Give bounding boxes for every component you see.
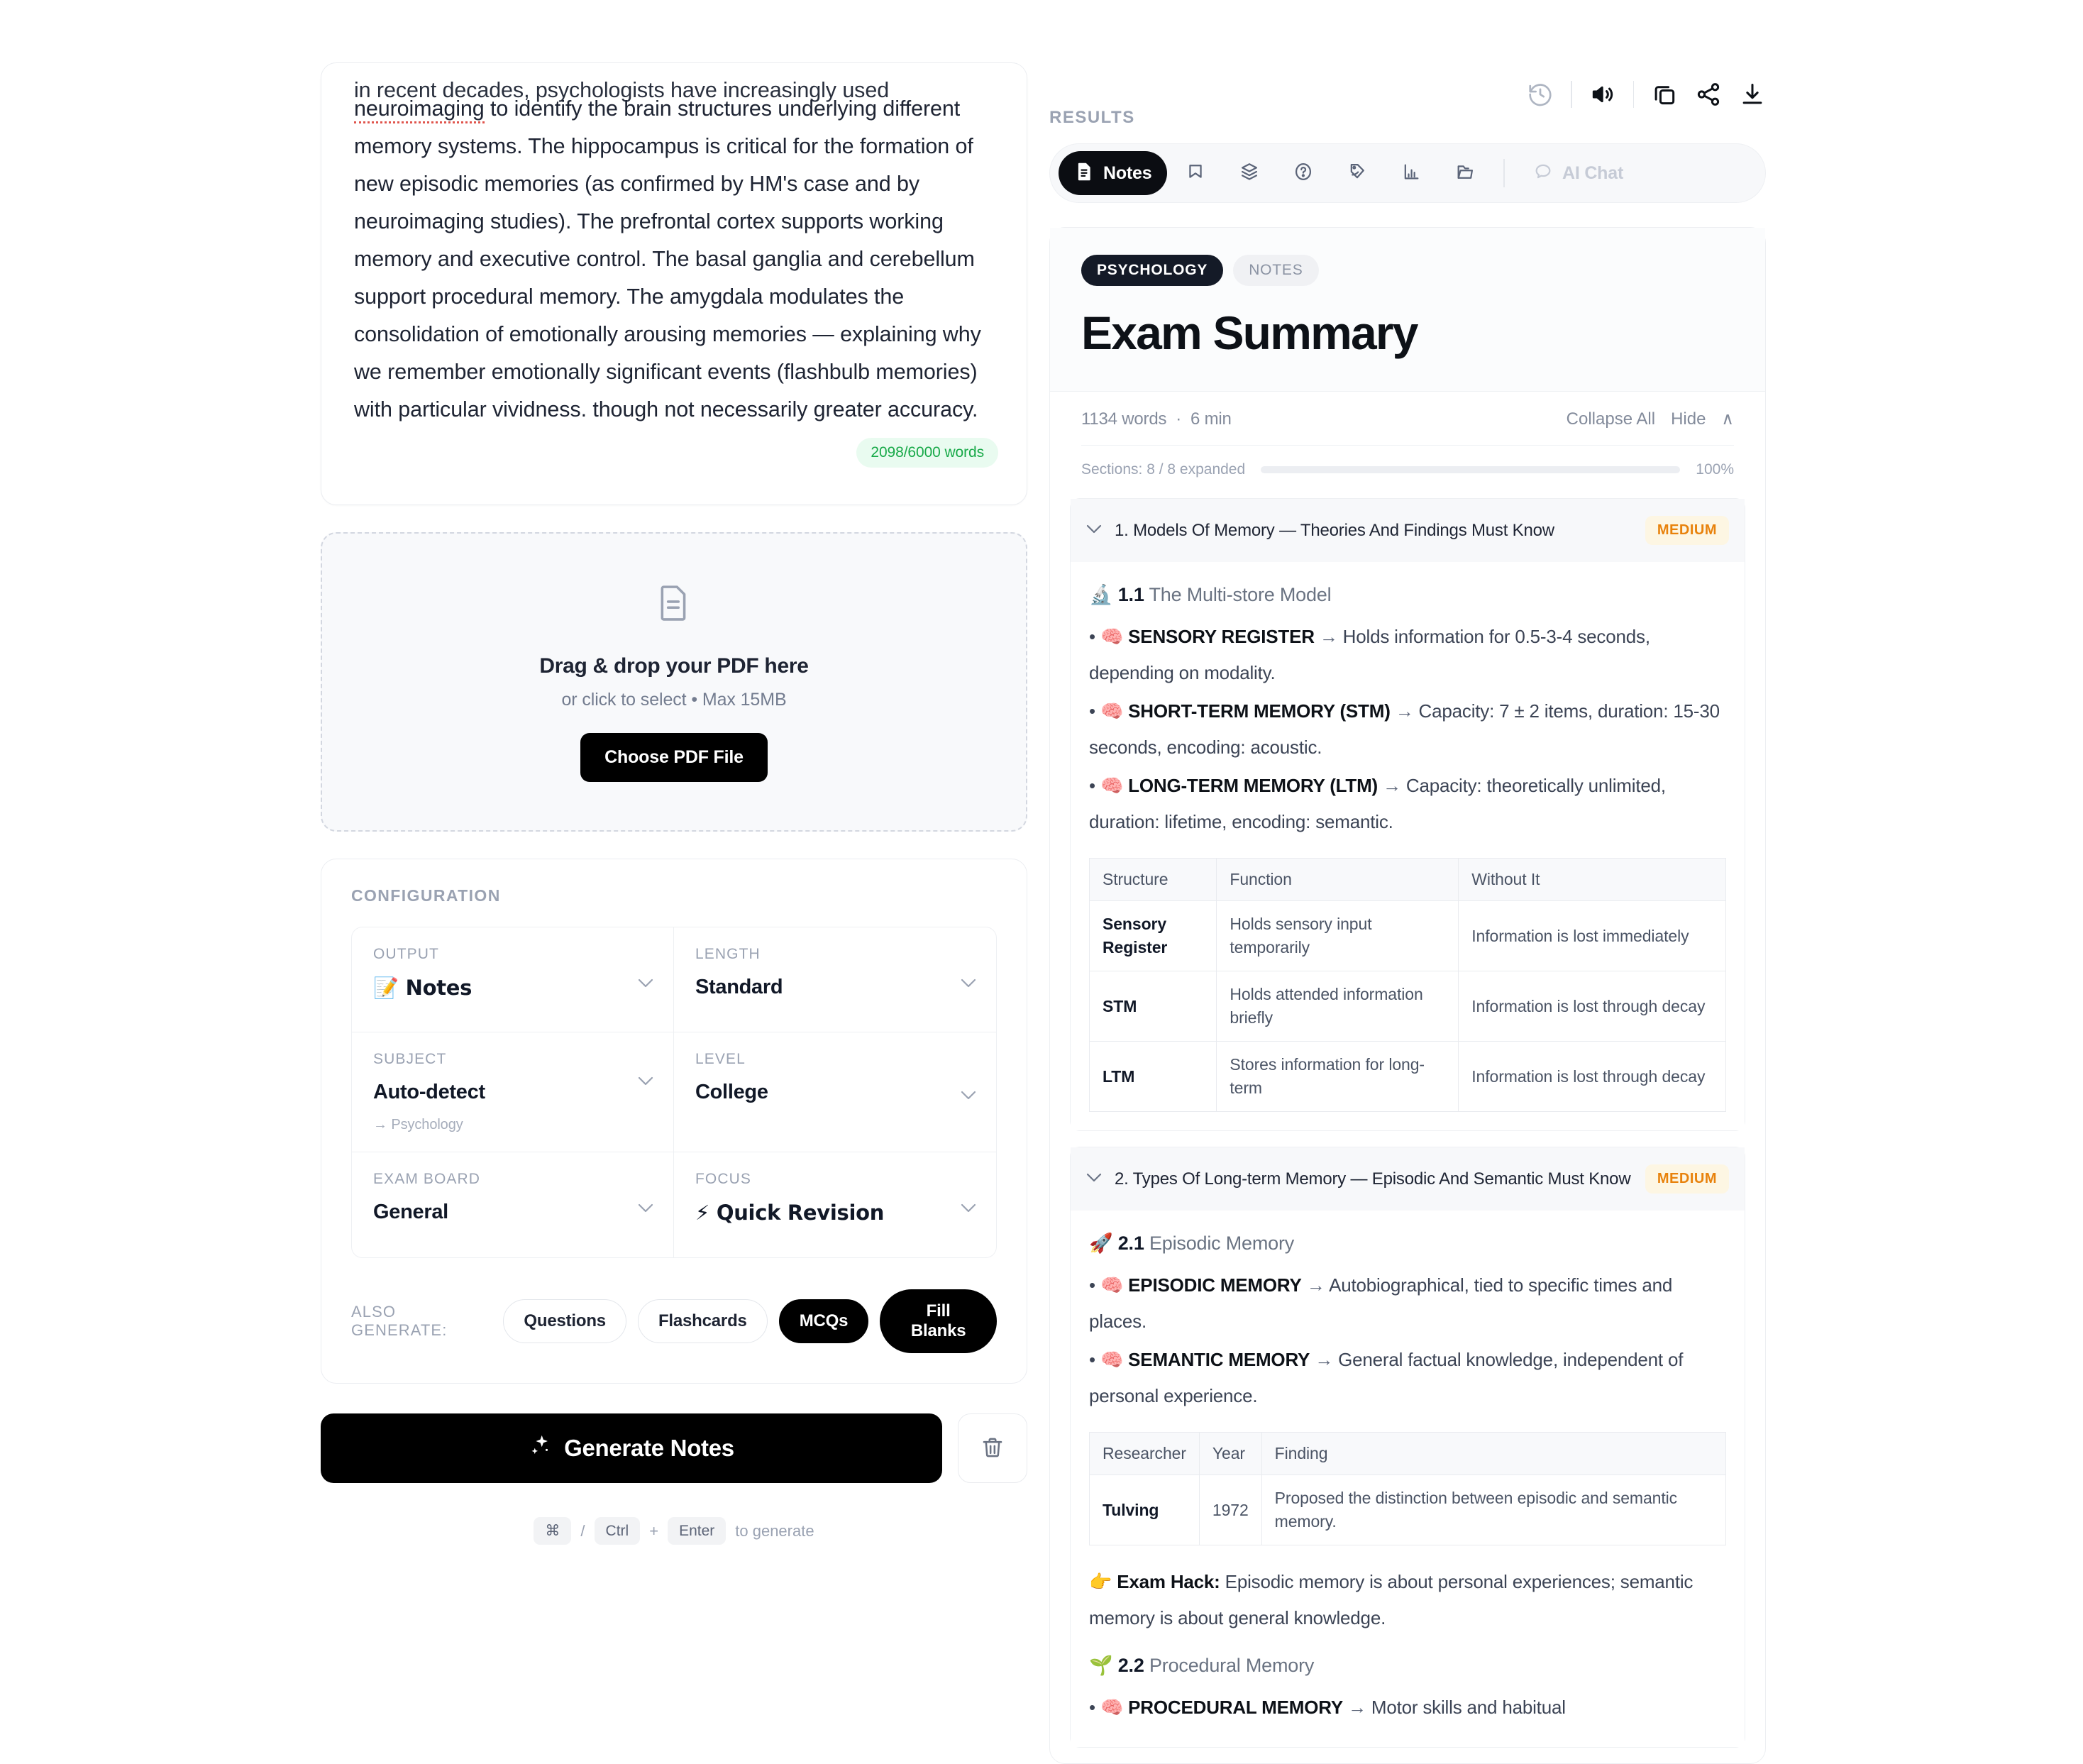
table-cell: Sensory Register <box>1090 901 1217 971</box>
exam-hack-label: Exam Hack: <box>1117 1571 1220 1592</box>
column-header: Year <box>1199 1433 1261 1475</box>
bullet-term: SHORT-TERM MEMORY (STM) <box>1128 700 1391 722</box>
layers-icon <box>1239 162 1259 185</box>
section-body <box>1071 562 1745 1130</box>
config-label-exam-board: EXAM BOARD <box>373 1171 481 1187</box>
arrow-icon: → <box>1348 1697 1366 1718</box>
subsection-number: 2.2 <box>1117 1655 1144 1676</box>
bullet-text: Capacity: theoretically unlimited, duration: lifetime, encoding: semantic. <box>1089 775 1666 832</box>
table-header-row <box>1090 1433 1726 1475</box>
word-count-badge: 2098/6000 words <box>856 438 998 468</box>
section-item <box>1070 498 1745 1131</box>
result-meta-row <box>1050 392 1765 429</box>
tab-annotations[interactable] <box>1332 151 1383 195</box>
table-cell: Information is lost through decay <box>1459 971 1726 1042</box>
progress-percent: 100% <box>1696 461 1734 478</box>
collapse-all-button[interactable]: Collapse All <box>1566 409 1656 429</box>
hide-button[interactable]: Hide <box>1671 409 1706 429</box>
chat-bubble-icon <box>1533 162 1553 185</box>
read-time: 6 min <box>1190 409 1232 429</box>
subsection-number: 2.1 <box>1117 1233 1144 1254</box>
column-header: Without It <box>1459 859 1726 901</box>
tab-notes[interactable] <box>1059 151 1167 195</box>
subsection-heading <box>1089 1232 1726 1255</box>
brain-icon: 🧠 <box>1100 701 1124 722</box>
subsection-number: 1.1 <box>1117 584 1144 605</box>
column-header: Finding <box>1261 1433 1725 1475</box>
bullet-text: Capacity: 7 ± 2 items, duration: 15-30 seconds, encoding: acoustic. <box>1089 700 1720 758</box>
page-title: Exam Summary <box>1081 307 1418 359</box>
section-title: 1. Models Of Memory — Theories And Findings Must Know <box>1115 520 1554 540</box>
toolbar-divider <box>1571 81 1572 108</box>
results-toolbar <box>1527 81 1766 132</box>
rocket-icon: 🚀 <box>1089 1233 1113 1255</box>
data-table <box>1089 1432 1726 1545</box>
tab-files[interactable] <box>1440 151 1491 195</box>
chevron-down-icon <box>961 1203 976 1216</box>
generate-notes-button[interactable] <box>321 1413 942 1483</box>
bar-chart-icon <box>1401 162 1421 185</box>
section-header[interactable] <box>1071 1147 1745 1211</box>
tab-ai-chat[interactable] <box>1518 151 1639 195</box>
misspelled-word: neuroimaging <box>354 97 485 123</box>
kbd-cmd: ⌘ <box>534 1517 571 1545</box>
table-cell: Tulving <box>1090 1475 1200 1545</box>
config-label-level: LEVEL <box>695 1051 746 1067</box>
source-text-paragraph <box>354 90 994 429</box>
chevron-down-icon <box>961 1091 976 1103</box>
chevron-down-icon <box>638 1076 653 1089</box>
sections-progress <box>1081 445 1734 478</box>
arrow-icon: → <box>1315 1349 1334 1370</box>
badge-subject: PSYCHOLOGY <box>1081 255 1223 286</box>
word-count: 1134 words <box>1081 409 1167 429</box>
config-value-output: 📝 Notes <box>373 976 473 1000</box>
bullet-text: Motor skills and habitual <box>1371 1697 1566 1718</box>
file-document-icon <box>656 583 692 627</box>
configuration-grid <box>351 927 997 1258</box>
table-cell: Information is lost immediately <box>1459 901 1726 971</box>
table-cell: LTM <box>1090 1042 1217 1112</box>
bullet-term: PROCEDURAL MEMORY <box>1128 1697 1343 1718</box>
seedling-icon: 🌱 <box>1089 1655 1113 1677</box>
table-cell: 1972 <box>1199 1475 1261 1545</box>
result-badges <box>1081 255 1734 286</box>
sections-list <box>1050 478 1765 1748</box>
config-value-subject: Auto-detect <box>373 1081 485 1103</box>
section-item <box>1070 1147 1745 1748</box>
arrow-icon: → <box>1395 700 1414 722</box>
config-label-output: OUTPUT <box>373 946 439 962</box>
left-panel <box>0 0 1033 1619</box>
copy-icon[interactable] <box>1651 81 1678 108</box>
brain-icon: 🧠 <box>1100 627 1124 648</box>
config-label-focus: FOCUS <box>695 1171 751 1187</box>
config-hint-subject: → Psychology <box>373 1117 463 1132</box>
bullet-term: LONG-TERM MEMORY (LTM) <box>1128 775 1378 796</box>
config-field-subject[interactable] <box>352 1032 674 1152</box>
column-header: Structure <box>1090 859 1217 901</box>
file-text-icon <box>1074 162 1094 185</box>
pdf-dropzone[interactable] <box>321 532 1027 832</box>
tab-flashcards[interactable] <box>1224 151 1275 195</box>
section-body <box>1071 1211 1745 1747</box>
table-cell: Information is lost through decay <box>1471 1066 1706 1086</box>
clear-button[interactable] <box>958 1413 1027 1483</box>
table-cell: STM <box>1090 971 1217 1042</box>
table-cell: Stores information for long-term <box>1217 1042 1459 1112</box>
sections-expanded-label: Sections: 8 / 8 expanded <box>1081 461 1246 478</box>
toolbar-divider <box>1633 81 1635 108</box>
bullet-text: Holds information for 0.5-3-4 seconds, depending on modality. <box>1089 626 1650 683</box>
source-text-card[interactable] <box>321 62 1027 505</box>
list-item: • 🧠 EPISODIC MEMORY → Autobiographical, tied to specific times and places. <box>1089 1274 1673 1332</box>
column-header: Researcher <box>1090 1433 1200 1475</box>
subsection-title: Episodic Memory <box>1149 1233 1295 1254</box>
config-label-length: LENGTH <box>695 946 761 962</box>
result-controls <box>1567 409 1734 429</box>
also-generate-label: ALSO GENERATE: <box>351 1303 448 1339</box>
bullet-text: Autobiographical, tied to specific times and places. <box>1089 1274 1673 1332</box>
chevron-down-icon <box>1086 1173 1102 1186</box>
bullet-term: EPISODIC MEMORY <box>1128 1274 1302 1296</box>
pointing-hand-icon: 👉 <box>1089 1572 1112 1593</box>
kbd-plus: + <box>649 1521 659 1540</box>
config-value-exam-board: General <box>373 1201 448 1223</box>
sparkles-icon <box>529 1433 553 1463</box>
kbd-ctrl: Ctrl <box>595 1517 641 1545</box>
trash-icon <box>980 1435 1005 1462</box>
tab-quiz[interactable] <box>1278 151 1329 195</box>
bullet-text: General factual knowledge, independent of personal experience. <box>1089 1349 1684 1406</box>
generate-row <box>321 1413 1027 1483</box>
chevron-down-icon <box>638 1203 653 1216</box>
data-table <box>1089 858 1726 1112</box>
table-row <box>1090 1042 1726 1112</box>
kbd-slash: / <box>580 1521 585 1540</box>
config-value-length: Standard <box>695 976 783 998</box>
tab-stats[interactable] <box>1386 151 1437 195</box>
subsection-title: The Multi-store Model <box>1149 584 1332 605</box>
toggle-flashcards[interactable]: Flashcards <box>638 1299 768 1343</box>
arrow-icon: → <box>1319 626 1338 647</box>
list-item: • 🧠 SEMANTIC MEMORY → General factual knowledge, independent of personal experience. <box>1089 1349 1684 1406</box>
brain-icon: 🧠 <box>1100 1350 1124 1371</box>
source-text-rest: to identify the brain structures underlying different memory systems. The hippocampus is critical for the formation of new episodic memories (as confirmed by HM's case and by neuroimaging studies). The prefrontal cortex supports working memory and executive control. The basal ganglia and cerebellum support procedural memory. The amygdala modulates the consolidation of emotionally arousing memories — explaining why we remember emotionally significant events (flashbulb memories) with particular vividness. though not necessarily greater accuracy. <box>354 97 981 421</box>
toggle-questions[interactable]: Questions <box>503 1299 626 1343</box>
brain-icon: 🧠 <box>1100 776 1124 797</box>
config-field-output[interactable] <box>352 927 674 1032</box>
badge-type: NOTES <box>1233 255 1318 286</box>
volume-icon[interactable] <box>1589 81 1616 108</box>
config-field-length[interactable] <box>674 927 996 1032</box>
table-cell: Holds sensory input temporarily <box>1217 901 1459 971</box>
tabbar-divider <box>1503 159 1505 187</box>
brain-icon: 🧠 <box>1100 1275 1124 1296</box>
tab-ai-chat-label: AI Chat <box>1562 162 1624 183</box>
column-header: Function <box>1217 859 1459 901</box>
results-header <box>1049 62 1766 132</box>
share-icon[interactable] <box>1695 81 1722 108</box>
chevron-up-icon[interactable]: ∧ <box>1721 409 1734 429</box>
config-field-exam-board[interactable] <box>352 1152 674 1257</box>
arrow-icon: → <box>1383 775 1401 796</box>
subsection-heading <box>1089 1654 1726 1677</box>
results-heading: RESULTS <box>1049 108 1135 127</box>
dropzone-subtitle: or click to select • Max 15MB <box>561 689 787 710</box>
result-card-header <box>1050 228 1765 392</box>
difficulty-badge: MEDIUM <box>1645 1164 1729 1194</box>
table-row <box>1090 901 1726 971</box>
folder-icon <box>1455 162 1475 185</box>
table-row <box>1090 1475 1726 1545</box>
section-header[interactable] <box>1071 499 1745 562</box>
table-header-row <box>1090 859 1726 901</box>
chevron-down-icon <box>1086 524 1102 537</box>
choose-pdf-file-button[interactable]: Choose PDF File <box>580 733 768 782</box>
list-item: • 🧠 SENSORY REGISTER → Holds information for 0.5-3-4 seconds, depending on modality. <box>1089 626 1650 683</box>
configuration-card <box>321 859 1027 1384</box>
config-value-focus: ⚡ Quick Revision <box>695 1201 885 1225</box>
list-item: • 🧠 LONG-TERM MEMORY (LTM) → Capacity: theoretically unlimited, duration: lifetime, encoding: semantic. <box>1089 775 1666 832</box>
meta-dot: · <box>1176 409 1182 429</box>
table-row <box>1090 971 1726 1042</box>
config-field-focus[interactable] <box>674 1152 996 1257</box>
subsection-title: Procedural Memory <box>1149 1655 1315 1676</box>
arrow-icon: → <box>1306 1274 1325 1296</box>
dropzone-title: Drag & drop your PDF here <box>539 654 809 678</box>
also-generate-row <box>351 1289 997 1353</box>
generate-notes-label: Generate Notes <box>564 1435 734 1461</box>
source-text-body[interactable] <box>321 63 1027 429</box>
question-circle-icon <box>1293 162 1313 185</box>
kbd-enter: Enter <box>668 1517 726 1545</box>
microscope-icon: 🔬 <box>1089 584 1113 606</box>
config-field-level[interactable] <box>674 1032 996 1152</box>
table-cell: Proposed the distinction between episodic and semantic memory. <box>1274 1489 1678 1531</box>
list-item: • 🧠 PROCEDURAL MEMORY → Motor skills and habitual <box>1089 1697 1566 1719</box>
bullet-term: SEMANTIC MEMORY <box>1128 1349 1310 1370</box>
configuration-heading: CONFIGURATION <box>351 886 501 905</box>
results-tabbar <box>1049 143 1766 203</box>
tab-bookmark[interactable] <box>1170 151 1221 195</box>
download-icon[interactable] <box>1739 81 1766 108</box>
subsection-heading <box>1089 583 1726 606</box>
bullet-term: SENSORY REGISTER <box>1128 626 1315 647</box>
exam-hack <box>1089 1564 1726 1636</box>
section-title: 2. Types Of Long-term Memory — Episodic And Semantic Must Know <box>1115 1169 1631 1189</box>
bookmark-icon <box>1186 162 1205 185</box>
keyboard-shortcut-hint <box>321 1517 1027 1545</box>
kbd-suffix: to generate <box>735 1521 814 1540</box>
list-item: • 🧠 SHORT-TERM MEMORY (STM) → Capacity: 7 ± 2 items, duration: 15-30 seconds, encoding: acoustic. <box>1089 700 1720 758</box>
config-label-subject: SUBJECT <box>373 1051 447 1067</box>
history-icon[interactable] <box>1527 81 1554 108</box>
progress-track[interactable] <box>1261 466 1680 473</box>
result-card <box>1049 227 1766 1764</box>
brain-icon: 🧠 <box>1100 1697 1124 1719</box>
difficulty-badge: MEDIUM <box>1645 516 1729 545</box>
toggle-fill-blanks[interactable]: Fill Blanks <box>880 1289 997 1353</box>
result-stats <box>1081 409 1232 429</box>
right-panel <box>1033 0 2083 1719</box>
toggle-mcqs[interactable]: MCQs <box>779 1299 869 1343</box>
chevron-down-icon <box>638 979 653 991</box>
source-text-clipped-line: in recent decades, psychologists have increasingly used <box>354 78 890 102</box>
chevron-down-icon <box>961 979 976 991</box>
pen-tag-icon <box>1347 162 1367 185</box>
tab-notes-label: Notes <box>1103 162 1152 183</box>
config-value-level: College <box>695 1081 768 1103</box>
table-cell: Holds attended information briefly <box>1217 971 1459 1042</box>
exam-hack-text: Episodic memory is about personal experiences; semantic memory is about general knowledge. <box>1089 1571 1694 1628</box>
